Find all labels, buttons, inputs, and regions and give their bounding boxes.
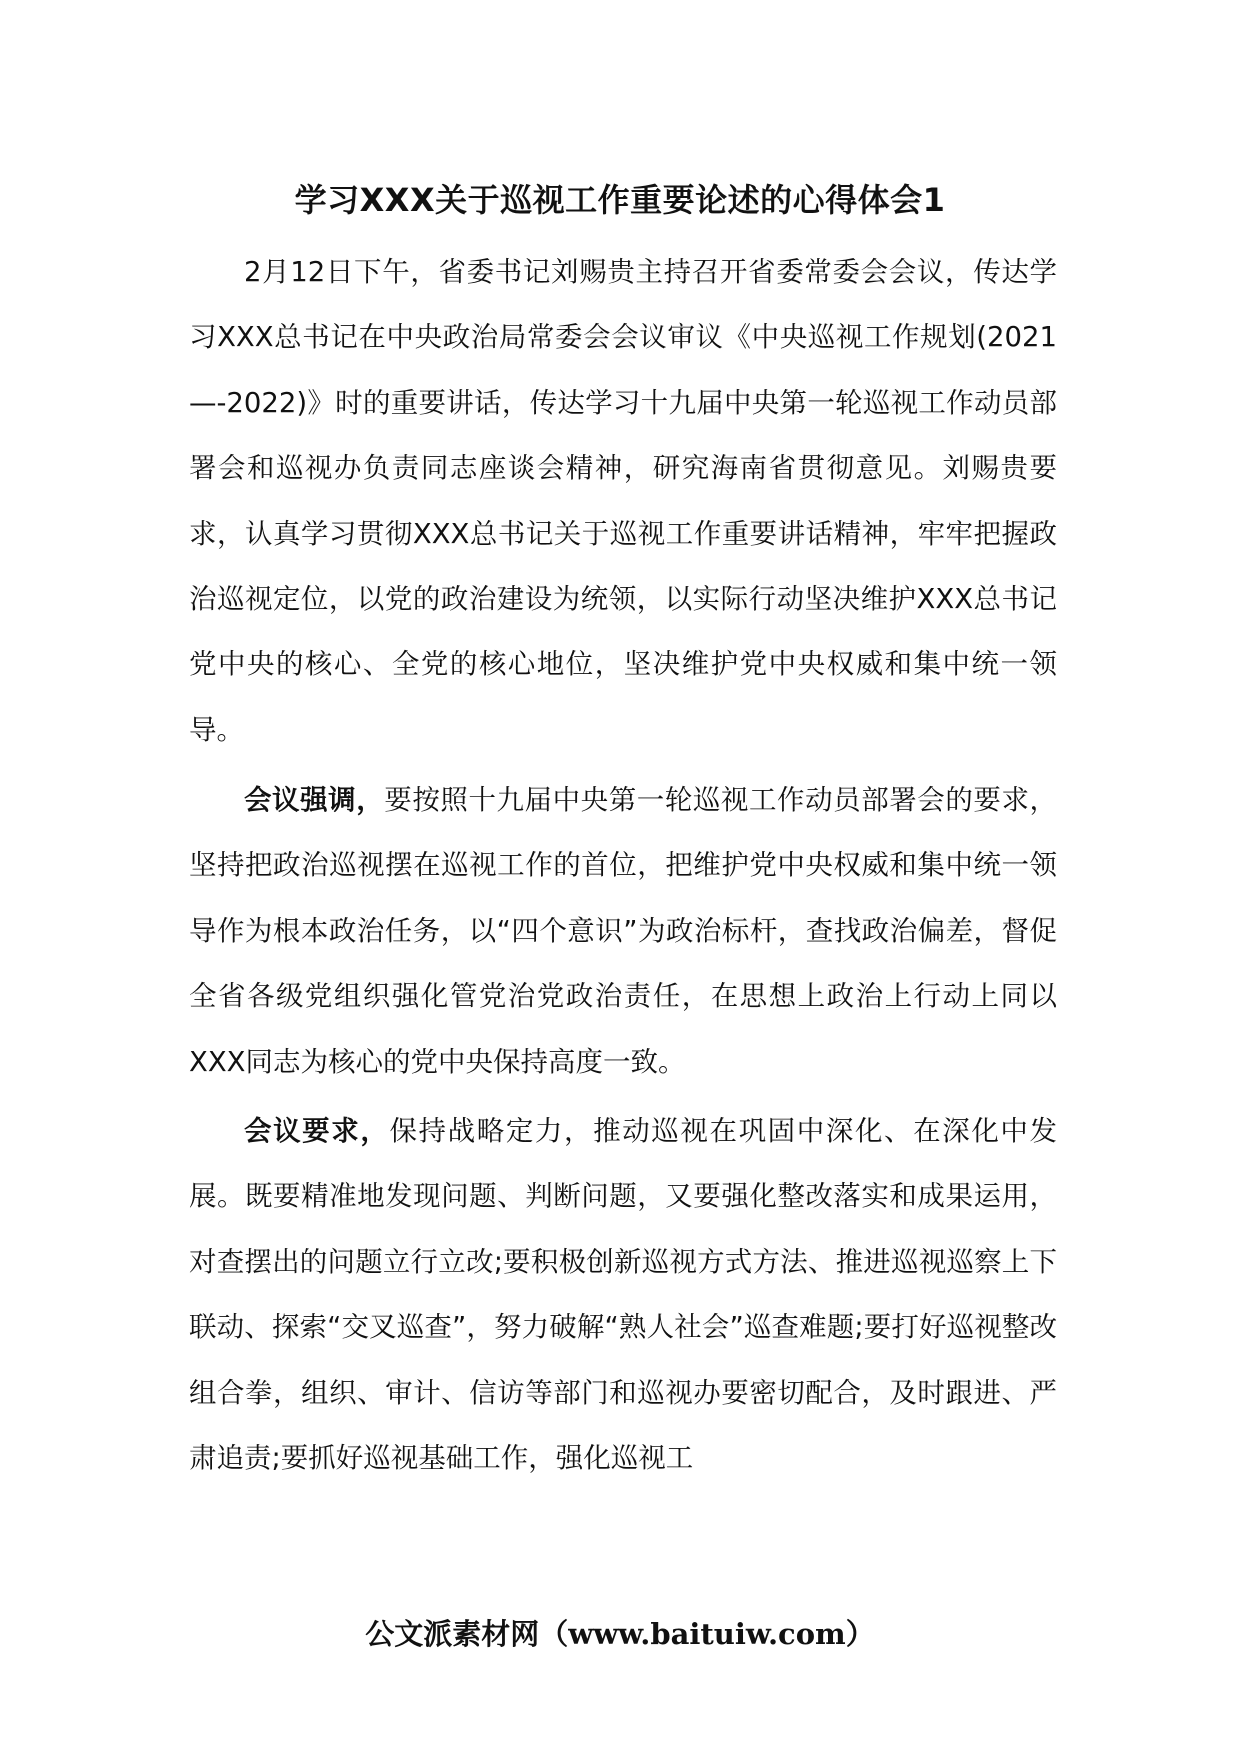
body-paragraph-2 (189, 768, 1057, 1095)
paragraph-lead: 会议强调， (244, 784, 385, 816)
paragraph-lead: 会议要求， (244, 1115, 390, 1147)
document-title: 学习XXX关于巡视工作重要论述的心得体会1 (294, 181, 946, 219)
paragraph-text: 保持战略定力，推动巡视在巩固中深化、在深化中发展。既要精准地发现问题、判断问题，又要强化整改落实和成果运用，对查摆出的问题立行立改;要积极创新巡视方式方法、推进巡视巡察上下联动、探索“交叉巡查”，努力破解“熟人社会”巡查难题;要打好巡视整改组合拳，组织、审计、信访等部门和巡视办要密切配合，及时跟进、严肃追责;要抓好巡视基础工作，强化巡视工 (189, 1115, 1058, 1475)
body-paragraph-1 (189, 240, 1057, 763)
body-paragraph-3 (189, 1099, 1057, 1491)
source-footer: 公文派素材网（www.baituiw.com） (365, 1617, 875, 1651)
paragraph-text: 2月12日下午，省委书记刘赐贵主持召开省委常委会会议，传达学习XXX总书记在中央政治局常委会会议审议《中央巡视工作规划(2021—-2022)》时的重要讲话，传达学习十九届中央第一轮巡视工作动员部署会和巡视办负责同志座谈会精神，研究海南省贯彻意见。刘赐贵要求，认真学习贯彻XXX总书记关于巡视工作重要讲话精神，牢牢把握政治巡视定位，以党的政治建设为统领，以实际行动坚决维护XXX总书记党中央的核心、全党的核心地位，坚决维护党中央权威和集中统一领导。 (189, 256, 1057, 746)
paragraph-text: 要按照十九届中央第一轮巡视工作动员部署会的要求，坚持把政治巡视摆在巡视工作的首位，把维护党中央权威和集中统一领导作为根本政治任务，以“四个意识”为政治标杆，查找政治偏差，督促全省各级党组织强化管党治党政治责任，在思想上政治上行动上同以XXX同志为核心的党中央保持高度一致。 (189, 784, 1058, 1078)
